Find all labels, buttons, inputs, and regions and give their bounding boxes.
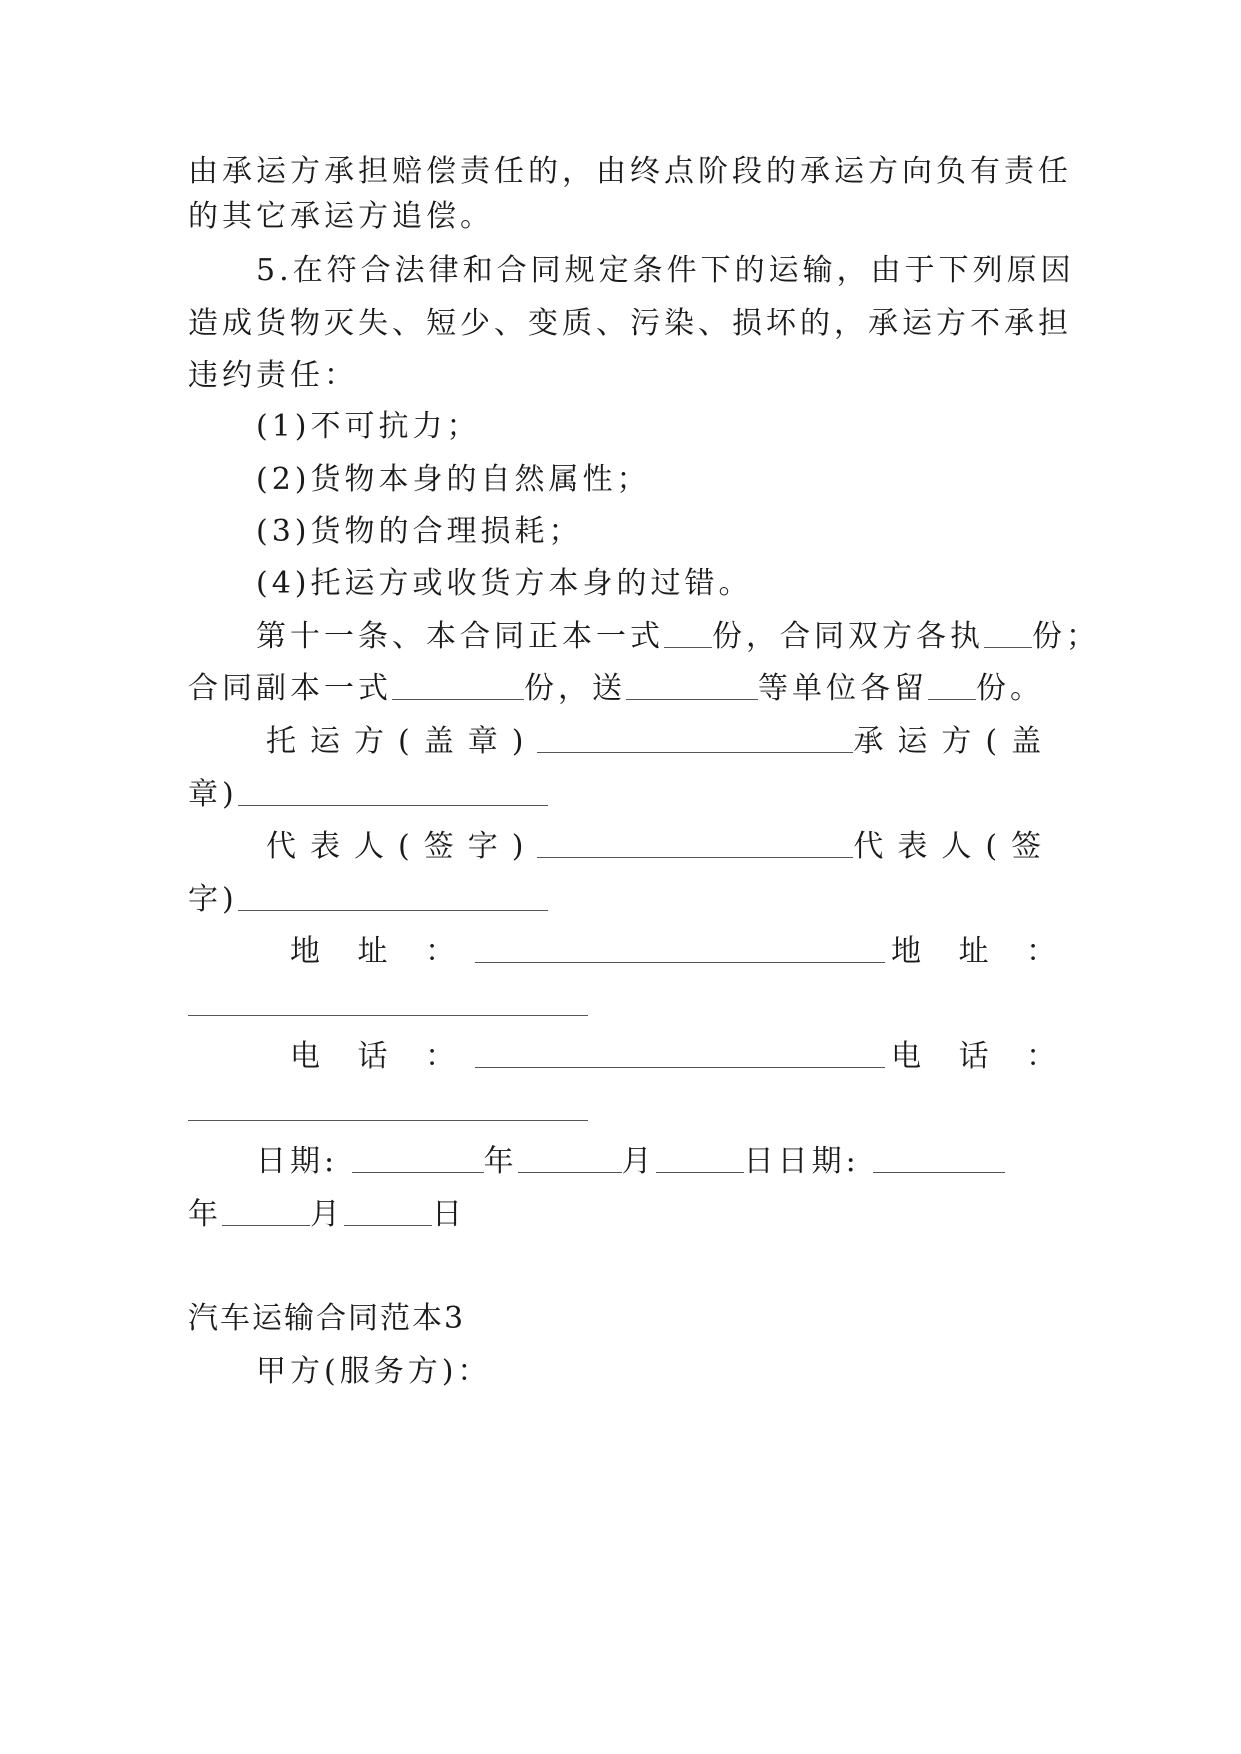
carrier-seal-line: 章) [188, 775, 548, 815]
list-item: (2)货物本身的自然属性； [256, 462, 651, 497]
date-line-2: 年 月 日 [188, 1197, 466, 1232]
phone-line-2 [188, 1090, 588, 1130]
text-line: 的其它承运方追偿。 [188, 199, 494, 234]
shipper-seal-line: 托运方(盖章) 承运方(盖 [266, 724, 1056, 759]
phone-line: 电 话 ： 电 话 ： [290, 1039, 1071, 1074]
text-line: 5.在符合法律和合同规定条件下的运输，由于下列原因 [256, 253, 1075, 288]
representative-line-2: 字) [188, 880, 548, 920]
list-item: (4)托运方或收货方本身的过错。 [256, 566, 753, 601]
text-line: 由承运方承担赔偿责任的，由终点阶段的承运方向负有责任 [188, 154, 1072, 189]
list-item: (1)不可抗力； [256, 409, 481, 444]
clause-11-line-1: 第十一条、本合同正本一式 份，合同双方各执 份； [256, 619, 1100, 654]
list-item: (3)货物的合理损耗； [256, 514, 583, 549]
date-line: 日期: 年 月 日日期: [256, 1142, 1005, 1182]
address-line: 地 址 ： 地 址 ： [290, 934, 1071, 969]
section-title: 汽车运输合同范本3 [188, 1301, 466, 1336]
party-a-label: 甲方(服务方)： [256, 1354, 492, 1389]
address-line-2 [188, 985, 588, 1025]
representative-line: 代表人(签字) 代表人(签 [266, 829, 1056, 864]
text-line: 造成货物灭失、短少、变质、污染、损坏的，承运方不承担 [188, 306, 1072, 341]
text-line: 违约责任： [188, 358, 358, 393]
clause-11-line-2: 合同副本一式 份，送 等单位各留 份。 [188, 671, 1044, 706]
